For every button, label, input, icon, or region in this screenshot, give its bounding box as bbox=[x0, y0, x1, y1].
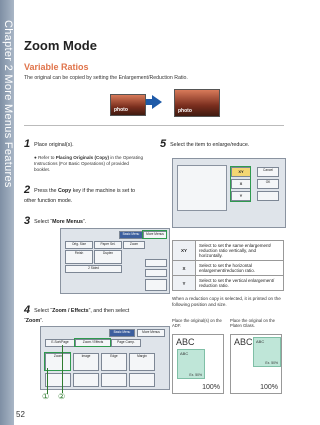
panel-button[interactable]: 2 Sided bbox=[65, 265, 122, 273]
touch-panel-step4 bbox=[40, 326, 170, 390]
panel-button[interactable]: Duplex bbox=[94, 250, 122, 264]
panel-button[interactable] bbox=[145, 269, 167, 277]
touch-panel-step3 bbox=[60, 228, 170, 294]
step-5: 5 Select the item to enlarge/reduce. bbox=[160, 138, 250, 150]
intro-text: The original can be copied by setting the Enlargement/Reduction Ratio. bbox=[24, 75, 188, 81]
chapter-label: Chapter 2 More Menus Features bbox=[2, 20, 14, 188]
photo-caption-large: photo bbox=[178, 108, 192, 114]
edge-button[interactable]: Edge bbox=[101, 353, 127, 371]
chapter-sidebar bbox=[0, 0, 14, 425]
touch-panel-step5 bbox=[172, 158, 286, 228]
table-row: X Select to set the horizontal enlargement/reduction ratio. bbox=[173, 261, 284, 276]
tab-more-menus[interactable]: More Menus bbox=[143, 231, 167, 239]
callout-line-2 bbox=[62, 345, 63, 393]
glass-label: Place the original on the Platen Glass. bbox=[230, 318, 275, 329]
step-2: 2 Press the Copy key if the machine is set to other function mode. bbox=[24, 184, 136, 204]
tab-basic-menu[interactable]: Basic Menu bbox=[109, 329, 135, 337]
table-row: XY Select to set the same enlargement/ reduction ratio vertically, and horizontally. bbox=[173, 241, 284, 261]
adf-label: Place the original(s) on the ADF. bbox=[172, 318, 222, 329]
x-button[interactable]: X bbox=[231, 179, 251, 189]
step-4: 4 Select “Zoom / Effects”, and then select “Zoom”. bbox=[24, 304, 130, 324]
tab-more-menus[interactable]: More Menus bbox=[137, 329, 165, 337]
zoom-button[interactable]: Zoom bbox=[45, 353, 71, 371]
panel-button[interactable] bbox=[257, 191, 279, 201]
original-photo bbox=[110, 94, 146, 116]
highlight-zoom-effects bbox=[74, 338, 111, 347]
step-number: 1 bbox=[24, 138, 31, 150]
callout-2: ② bbox=[58, 392, 66, 401]
highlight-zoom bbox=[44, 352, 71, 371]
tab-basic-menu[interactable]: Basic Menu bbox=[119, 231, 143, 239]
section-heading: Variable Ratios bbox=[24, 62, 89, 72]
reduction-note: When a reduction copy is selected, it is printed on the following position and size. bbox=[172, 296, 281, 308]
panel-button[interactable] bbox=[145, 279, 167, 291]
adf-example-sheet: ABC ABC Ex. 50% 100% bbox=[172, 334, 224, 394]
divider bbox=[24, 125, 284, 126]
page-number: 52 bbox=[16, 410, 25, 419]
panel-button[interactable]: Zoom bbox=[123, 241, 145, 249]
photo-caption-small: photo bbox=[114, 107, 128, 113]
margin-button[interactable]: Margin bbox=[129, 353, 155, 371]
page-title: Zoom Mode bbox=[24, 38, 97, 53]
glass-example-sheet: ABC ABC Ex. 50% 100% bbox=[230, 334, 282, 394]
panel-button[interactable]: Orig. Size bbox=[65, 241, 93, 249]
step-1 bbox=[24, 137, 154, 152]
tab-zoom-effects[interactable]: Zoom / Effects bbox=[75, 339, 111, 347]
panel-button[interactable]: Finish bbox=[65, 250, 93, 264]
photo-illustration bbox=[110, 88, 220, 116]
step-1-note: ● Refer to Placing Originals (Copy) in the Operating Instructions (For Basic Operations) of provided booklet. bbox=[34, 155, 144, 173]
arrow-right-icon bbox=[152, 95, 162, 109]
panel-button[interactable] bbox=[45, 373, 71, 387]
panel-button[interactable] bbox=[73, 373, 99, 387]
panel-button[interactable]: Paper Sel. bbox=[94, 241, 122, 249]
tab-esort[interactable]: E-Sort/Page bbox=[45, 339, 75, 347]
highlight-xy bbox=[230, 166, 251, 202]
callout-1: ① bbox=[42, 392, 50, 401]
highlight-more-menus bbox=[142, 230, 167, 239]
step-3: 3 Select “More Menus”. bbox=[24, 215, 87, 227]
preview-area bbox=[177, 165, 227, 211]
ok-button[interactable]: OK bbox=[257, 179, 279, 189]
panel-button[interactable] bbox=[101, 373, 127, 387]
panel-button[interactable] bbox=[129, 373, 155, 387]
tab-page-comp[interactable]: Page Comp. bbox=[111, 339, 141, 347]
xy-options-table bbox=[172, 240, 284, 291]
reduced-copy: ABC Ex. 50% bbox=[177, 349, 205, 379]
xy-button[interactable]: XY bbox=[231, 167, 251, 177]
image-button[interactable]: Image bbox=[73, 353, 99, 371]
reduced-copy: ABC Ex. 50% bbox=[253, 337, 281, 367]
table-row: Y Select to set the vertical enlargement/ reduction ratio. bbox=[173, 276, 284, 291]
cancel-button[interactable]: Cancel bbox=[257, 167, 279, 177]
enlarged-photo bbox=[174, 89, 220, 117]
panel-button[interactable] bbox=[145, 259, 167, 267]
step-1-text: Place original(s). bbox=[34, 142, 74, 148]
y-button[interactable]: Y bbox=[231, 191, 251, 201]
callout-line-1 bbox=[47, 368, 48, 394]
